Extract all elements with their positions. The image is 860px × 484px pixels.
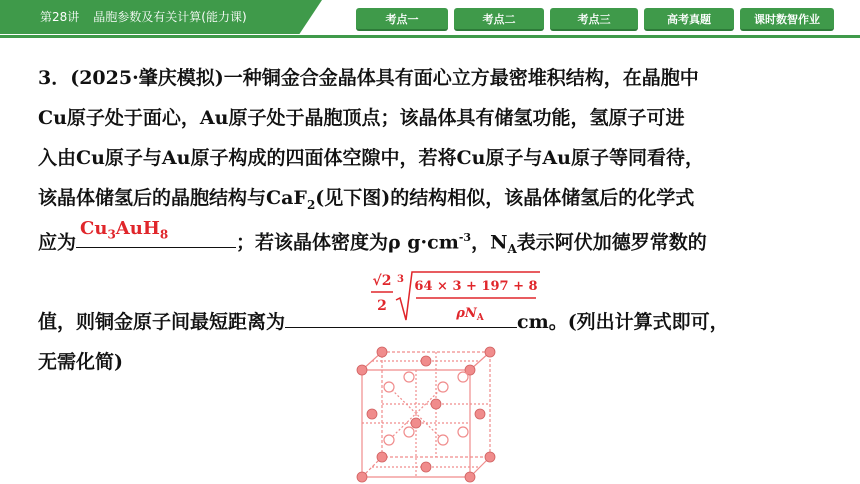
face-atom (421, 356, 431, 366)
problem-line-4: 该晶体储氢后的晶胞结构与CaF$_2$(见下图)的结构相似，该晶体储氢后的化学式 (38, 187, 695, 212)
problem-line-1: 3．(2025·肇庆模拟)一种铜金合金晶体具有面心立方最密堆积结构，在晶胞中 (38, 67, 699, 89)
tab-kaodian-1[interactable]: 考点一 (356, 8, 448, 31)
answer-blank-formula (76, 218, 236, 248)
root-index: 3 (397, 274, 404, 285)
face-atom (421, 462, 431, 472)
tab-kaodian-3[interactable]: 考点三 (550, 8, 638, 31)
face-atom (367, 409, 377, 419)
coef-denominator: 2 (377, 298, 387, 314)
lesson-name: 晶胞参数及有关计算(能力课) (93, 10, 247, 24)
root-numerator: 64 × 3 + 197 + 8 (414, 279, 538, 294)
answer-formula: $Cu_3AuH_8$ (80, 218, 169, 242)
corner-atom (377, 347, 387, 357)
interstitial-atom (384, 435, 394, 445)
interstitial-atom (404, 372, 414, 382)
corner-atom (485, 452, 495, 462)
face-atom (431, 399, 441, 409)
corner-atom (377, 452, 387, 462)
corner-atom (357, 472, 367, 482)
interstitial-atom (458, 372, 468, 382)
interstitial-atom (384, 382, 394, 392)
top-bar (0, 0, 860, 37)
corner-atom (357, 365, 367, 375)
problem-line-2: Cu原子处于面心，Au原子处于晶胞顶点；该晶体具有储氢功能，氢原子可进 (38, 107, 685, 129)
interstitial-atom (458, 427, 468, 437)
problem-line-3: 入由Cu原子与Au原子构成的四面体空隙中，若将Cu原子与Au原子等同看待， (38, 147, 704, 169)
tab-gaokao[interactable]: 高考真题 (644, 8, 734, 31)
interstitial-atom (438, 382, 448, 392)
problem-line-5: 应为 $Cu_3AuH_8$ ；若该晶体密度为ρ $g\cdot cm^{-3}$，$N_A$表示阿伏加德罗常数的 (38, 218, 838, 258)
root-denominator: $\rho N_A$ (456, 306, 484, 323)
lesson-title (40, 8, 261, 25)
tab-kaodian-2[interactable]: 考点二 (454, 8, 544, 31)
corner-atom (465, 472, 475, 482)
face-atom (411, 418, 421, 428)
crystal-cell-figure (352, 342, 502, 484)
tab-homework[interactable]: 课时数智作业 (740, 8, 834, 31)
face-atom (475, 409, 485, 419)
interstitial-atom (438, 435, 448, 445)
lesson-number: 第28讲 (40, 10, 80, 24)
problem-line-6: 值，则铜金原子间最短距离为 cm。(列出计算式即可， (38, 302, 838, 342)
corner-atom (485, 347, 495, 357)
interstitial-atom (404, 427, 414, 437)
coef-numerator: √2 (372, 273, 392, 289)
answer-distance-formula (368, 268, 543, 328)
title-underline (0, 35, 860, 38)
problem-body (38, 58, 838, 382)
problem-line-7: 无需化简) (38, 351, 123, 373)
